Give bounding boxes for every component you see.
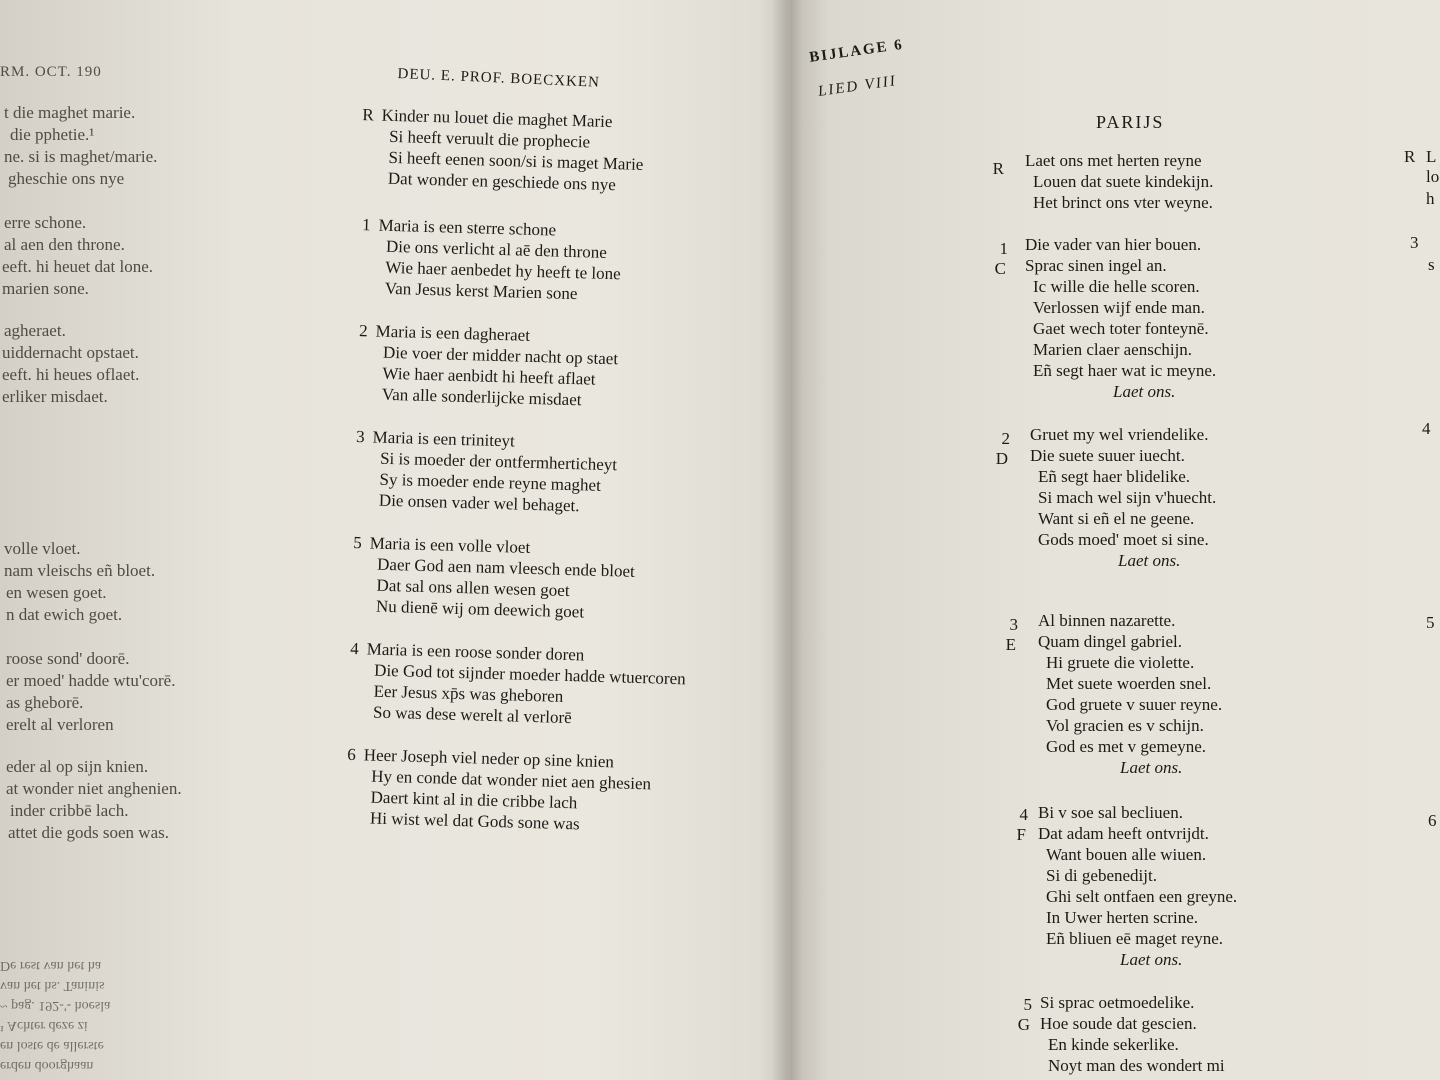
verse-line: Hi wist wel dat Gods sone was <box>369 808 580 834</box>
footnote-line: ¹ Achter deze zi <box>0 1018 88 1033</box>
stanza-number: R <box>992 159 1004 178</box>
margin-line: uiddernacht opstaet. <box>2 343 139 362</box>
stanza <box>1030 424 1216 571</box>
stanza-letter: D <box>995 449 1008 468</box>
stanza-number: 2 <box>1001 429 1010 448</box>
edge-mark: 5 <box>1426 613 1435 632</box>
verse-line: Met suete woerden snel. <box>1046 674 1212 693</box>
verse-line: Bi v soe sal becliuen. <box>1038 803 1183 822</box>
verse-line: Die onsen vader wel behaget. <box>378 490 580 516</box>
stanza-number: 1 <box>999 239 1008 258</box>
margin-line: attet die gods soen was. <box>8 823 169 842</box>
stanza-letter: G <box>1017 1015 1030 1034</box>
verse-line: Eñ segt haer blidelike. <box>1038 467 1191 486</box>
left-running-header: RM. OCT. 190 <box>0 64 102 80</box>
verse-line: Want bouen alle wiuen. <box>1046 845 1207 864</box>
refrain-cue: Laet ons. <box>1113 382 1176 401</box>
verse-line: Quam dingel gabriel. <box>1038 632 1182 651</box>
verse-line: Marien claer aenschijn. <box>1033 340 1193 359</box>
right-page <box>790 0 1440 1080</box>
verse-line: Maria is een triniteyt <box>372 427 516 451</box>
footnote-line: De rest van het ha <box>0 958 102 973</box>
stanza-number: 5 <box>352 532 363 553</box>
edge-mark: s <box>1428 255 1435 274</box>
appendix-label: BIJLAGE 6 <box>808 36 905 66</box>
footnote-line: ~ pag. 192-'- hoesla <box>0 998 111 1013</box>
margin-line: ne. si is maghet/marie. <box>4 147 158 166</box>
margin-line: n dat ewich goet. <box>6 605 123 624</box>
margin-line: t die maghet marie. <box>4 103 136 122</box>
verse-line: Vol gracien es v schijn. <box>1046 716 1204 735</box>
margin-line: volle vloet. <box>4 539 81 558</box>
verse-line: Maria is een dagheraet <box>375 321 531 345</box>
verse-line: Si heeft veruult die prophecie <box>388 126 591 152</box>
margin-line: at wonder niet anghenien. <box>6 779 182 798</box>
verse-line: Daer God aen nam vleesch ende bloet <box>376 554 636 581</box>
margin-line: eeft. hi heuet dat lone. <box>2 257 154 276</box>
verse-line: Gruet my wel vriendelike. <box>1030 425 1209 444</box>
verse-line: Hi gruete die violette. <box>1046 653 1195 672</box>
verse-line: Eer Jesus xp̄s was gheboren <box>373 681 564 706</box>
verse-line: Hoe soude dat gescien. <box>1040 1014 1197 1033</box>
verse-line: Daert kint al in die cribbe lach <box>370 787 578 813</box>
verse-line: Si is moeder der ontfermherticheyt <box>379 448 618 475</box>
edge-mark: 3 <box>1410 233 1419 252</box>
stanza-letter: E <box>1005 635 1016 654</box>
verse-line: Van Jesus kerst Marien sone <box>384 278 578 304</box>
verse-line: Wie haer aenbedet hy heeft te lone <box>385 257 621 284</box>
verse-line: Sprac sinen ingel an. <box>1025 256 1167 275</box>
verse-line: Eñ segt haer wat ic meyne. <box>1033 361 1217 380</box>
stanza-number: 4 <box>1019 805 1028 824</box>
margin-line: die pphetie.¹ <box>10 125 95 144</box>
song-title: PARIJS <box>1096 112 1165 132</box>
verse-line: En kinde sekerlike. <box>1048 1035 1179 1054</box>
verse-line: So was dese werelt al verlorē <box>372 702 572 728</box>
margin-line: marien sone. <box>2 279 89 298</box>
margin-line: gheschie ons nye <box>8 169 125 188</box>
stanza-number: R <box>362 105 374 125</box>
verse-line: Hy en conde dat wonder niet aen ghesien <box>370 766 652 794</box>
verse-line: Si mach wel sijn v'huecht. <box>1038 488 1217 507</box>
verse-line: Dat sal ons allen wesen goet <box>376 575 570 601</box>
margin-line: al aen den throne. <box>4 235 125 254</box>
margin-line: agheraet. <box>4 321 66 340</box>
stanza <box>1040 992 1225 1076</box>
stanza <box>1025 150 1213 213</box>
left-page-title: DEU. E. PROF. BOECXKEN <box>397 65 601 91</box>
verse-line: Want si eñ el ne geene. <box>1038 509 1195 528</box>
refrain-cue: Laet ons. <box>1120 758 1183 777</box>
edge-mark: h <box>1426 189 1435 208</box>
verse-line: Van alle sonderlijcke misdaet <box>381 384 582 410</box>
verse-line: God es met v gemeyne. <box>1046 737 1207 756</box>
verse-line: God gruete v suuer reyne. <box>1046 695 1223 714</box>
verse-line: Gaet wech toter fonteynē. <box>1033 319 1209 338</box>
verse-line: Eñ bliuen eē maget reyne. <box>1046 929 1224 948</box>
stanza <box>1025 234 1216 402</box>
refrain-cue: Laet ons. <box>1120 950 1183 969</box>
verse-line: Die vader van hier bouen. <box>1025 235 1202 254</box>
song-label: LIED VIII <box>817 73 898 100</box>
verse-line: Dat wonder en geschiede ons nye <box>387 168 617 195</box>
verse-line: Heer Joseph viel neder op sine knien <box>363 745 615 772</box>
verse-line: Ghi selt ontfaen een greyne. <box>1046 887 1238 906</box>
verse-line: Dat adam heeft ontvrijdt. <box>1038 824 1209 843</box>
stanza-letter: C <box>994 259 1006 278</box>
verse-line: Die God tot sijnder moeder hadde wtuercoren <box>373 660 686 689</box>
stanza <box>1038 610 1222 778</box>
margin-line: eder al op sijn knien. <box>6 757 149 776</box>
margin-line: as gheborē. <box>6 693 84 712</box>
verse-line: In Uwer herten scrine. <box>1046 908 1198 927</box>
edge-mark: 4 <box>1422 419 1431 438</box>
edge-mark: L <box>1426 147 1437 166</box>
verse-line: Het brinct ons vter weyne. <box>1033 193 1213 212</box>
edge-mark: lo <box>1426 167 1440 186</box>
margin-line: erelt al verloren <box>6 715 114 734</box>
stanza-number: 3 <box>355 427 365 447</box>
verse-line: Sy is moeder ende reyne maghet <box>379 469 602 495</box>
stanza-number: 5 <box>1023 995 1032 1014</box>
margin-line: eeft. hi heues oflaet. <box>2 365 140 384</box>
verse-line: Die ons verlicht al aē den throne <box>385 236 608 262</box>
stanza <box>1038 802 1237 970</box>
margin-line: erliker misdaet. <box>2 387 108 406</box>
appendix-header <box>808 35 910 104</box>
stanza-number: 2 <box>358 321 368 341</box>
verse-line: Maria is een sterre schone <box>378 215 557 240</box>
mirrored-footnote <box>0 955 110 1075</box>
margin-line: roose sond' doorē. <box>6 649 130 668</box>
verse-line: Noyt man des wondert mi <box>1048 1056 1225 1075</box>
margin-line: nam vleischs eñ bloet. <box>4 561 156 580</box>
stanza-letter: F <box>1016 825 1026 844</box>
verse-line: Si sprac oetmoedelike. <box>1040 993 1195 1012</box>
verse-line: Gods moed' moet si sine. <box>1038 530 1209 549</box>
verse-line: Kinder nu louet die maghet Marie <box>381 105 613 132</box>
verse-line: Verlossen wijf ende man. <box>1033 298 1205 317</box>
verse-line: Al binnen nazarette. <box>1038 611 1176 630</box>
stanza-number: 1 <box>361 215 371 235</box>
verse-line: Maria is een roose sonder doren <box>366 639 585 665</box>
stanza-number: 4 <box>350 638 360 659</box>
margin-line: erre schone. <box>4 213 87 232</box>
verse-line: Si heeft eenen soon/si is maget Marie <box>388 147 644 174</box>
verse-line: Louen dat suete kindekijn. <box>1033 172 1214 191</box>
margin-line: inder cribbē lach. <box>10 801 129 820</box>
footnote-line: van het hs. Taninis <box>0 978 105 993</box>
verse-line: Laet ons met herten reyne <box>1025 151 1202 170</box>
verse-line: Si di gebenedijt. <box>1046 866 1157 885</box>
stanza-number: 6 <box>347 744 357 765</box>
footnote-line: en loste de allerste <box>0 1038 104 1053</box>
verse-line: Wie haer aenbidt hi heeft aflaet <box>382 363 596 389</box>
footnote-line: erden doorghaan <box>0 1058 94 1073</box>
verse-line: Maria is een volle vloet <box>369 533 531 557</box>
verse-line: Die suete suuer iuecht. <box>1030 446 1185 465</box>
book-spine-shadow <box>772 0 802 1080</box>
margin-line: er moed' hadde wtu'corē. <box>6 671 176 690</box>
stanza-number: 3 <box>1009 615 1018 634</box>
refrain-cue: Laet ons. <box>1118 551 1181 570</box>
margin-line: en wesen goet. <box>6 583 107 602</box>
verse-line: Ic wille die helle scoren. <box>1033 277 1200 296</box>
edge-mark: 6 <box>1428 811 1437 830</box>
verse-line: Die voer der midder nacht op staet <box>382 342 619 369</box>
edge-mark: R <box>1404 147 1416 166</box>
verse-line: Nu dienē wij om deewich goet <box>375 596 585 622</box>
